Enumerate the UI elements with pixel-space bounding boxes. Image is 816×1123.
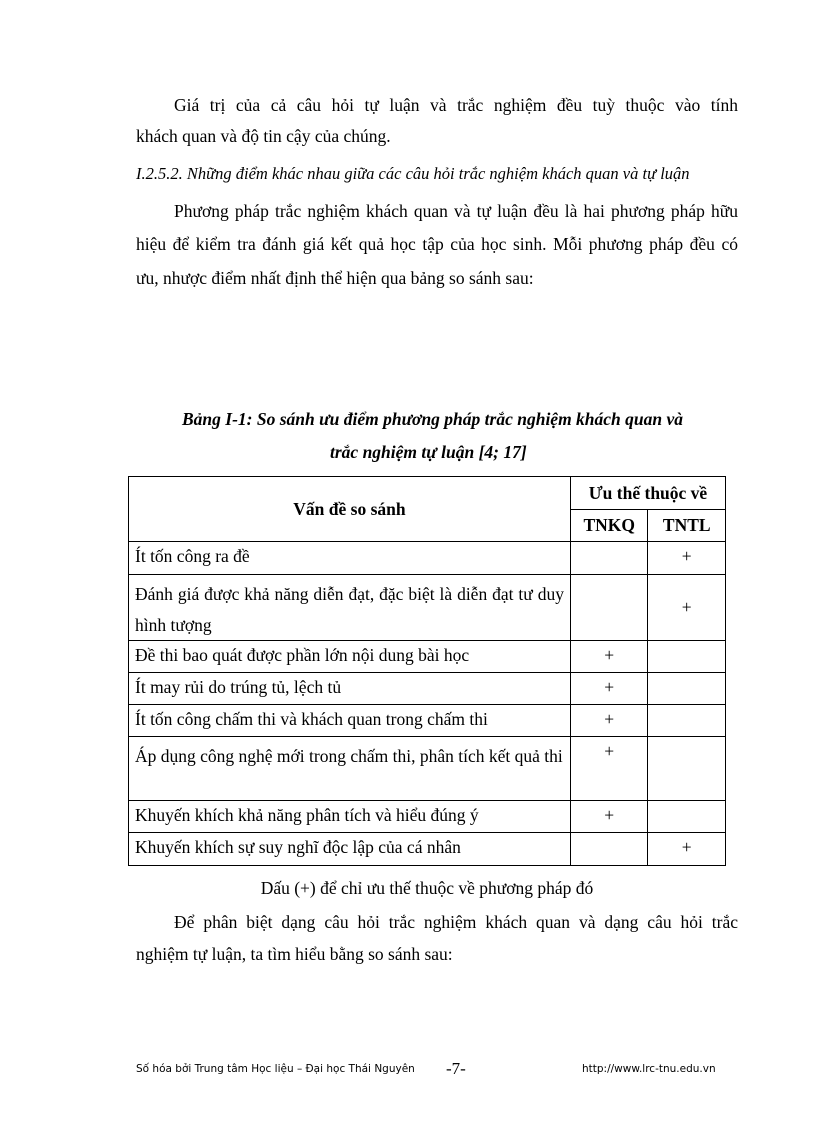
row-tntl: + — [648, 542, 726, 575]
table-caption-line-1: Bảng I-1: So sánh ưu điểm phương pháp trắc nghiệm khách quan và — [182, 409, 684, 429]
footer-source: Số hóa bởi Trung tâm Học liệu – Đại học Thái Nguyên — [136, 1063, 415, 1075]
row-criteria: Đánh giá được khả năng diễn đạt, đặc biệt là diễn đạt tư duy hình tượng — [129, 575, 571, 641]
closing-line-2: nghiệm tự luận, ta tìm hiểu bằng so sánh sau: — [136, 944, 453, 964]
table-note: Dấu (+) để chỉ ưu thế thuộc về phương pháp đó — [260, 878, 594, 898]
footer-url[interactable]: http://www.lrc-tnu.edu.vn — [582, 1063, 716, 1075]
row-tnkq: + — [570, 801, 648, 833]
header-tnkq: TNKQ — [570, 510, 648, 542]
paragraph-1-line-1: Giá trị của cả câu hỏi tự luận và trắc nghiệm đều tuỳ thuộc vào tính — [174, 95, 738, 115]
closing-line-1: Để phân biệt dạng câu hỏi trắc nghiệm khách quan và dạng câu hỏi trắc — [174, 912, 738, 932]
row-tntl — [648, 641, 726, 673]
header-criteria: Vấn đề so sánh — [129, 477, 571, 542]
table-row — [129, 542, 726, 575]
row-criteria: Khuyến khích khả năng phân tích và hiểu đúng ý — [129, 801, 571, 833]
paragraph-1-line-2: khách quan và độ tin cậy của chúng. — [136, 126, 391, 146]
row-tntl: + — [648, 575, 726, 641]
comparison-table — [128, 476, 726, 866]
paragraph-2-line-3: ưu, nhược điểm nhất định thể hiện qua bảng so sánh sau: — [136, 268, 534, 288]
header-advantage-group: Ưu thế thuộc về — [570, 477, 725, 510]
row-tnkq — [570, 575, 648, 641]
table-row — [129, 673, 726, 705]
table-row — [129, 705, 726, 737]
paragraph-2-line-2: hiệu để kiểm tra đánh giá kết quả học tập của học sinh. Mỗi phương pháp đều có — [136, 234, 738, 254]
row-tnkq: + — [570, 737, 648, 801]
row-criteria: Đề thi bao quát được phần lớn nội dung bài học — [129, 641, 571, 673]
section-heading: I.2.5.2. Những điểm khác nhau giữa các câu hỏi trắc nghiệm khách quan và tự luận — [136, 164, 690, 183]
header-tntl: TNTL — [648, 510, 726, 542]
table-row — [129, 641, 726, 673]
row-tnkq — [570, 833, 648, 866]
row-tntl: + — [648, 833, 726, 866]
row-tnkq: + — [570, 705, 648, 737]
table-row — [129, 737, 726, 801]
row-tntl — [648, 737, 726, 801]
row-tnkq: + — [570, 641, 648, 673]
row-criteria: Ít tốn công ra đề — [129, 542, 571, 575]
row-criteria: Khuyến khích sự suy nghĩ độc lập của cá nhân — [129, 833, 571, 866]
table-caption-line-2: trắc nghiệm tự luận [4; 17] — [330, 442, 527, 462]
page-number: -7- — [446, 1059, 466, 1078]
row-criteria: Ít may rủi do trúng tủ, lệch tủ — [129, 673, 571, 705]
row-tnkq: + — [570, 673, 648, 705]
row-tntl — [648, 705, 726, 737]
table-row — [129, 801, 726, 833]
row-tntl — [648, 801, 726, 833]
row-tntl — [648, 673, 726, 705]
table-row — [129, 575, 726, 641]
table-row — [129, 833, 726, 866]
paragraph-2-line-1: Phương pháp trắc nghiệm khách quan và tự luận đều là hai phương pháp hữu — [174, 201, 738, 221]
row-tnkq — [570, 542, 648, 575]
table-header-row — [129, 477, 726, 510]
row-criteria: Áp dụng công nghệ mới trong chấm thi, phân tích kết quả thi — [129, 737, 571, 801]
row-criteria: Ít tốn công chấm thi và khách quan trong chấm thi — [129, 705, 571, 737]
